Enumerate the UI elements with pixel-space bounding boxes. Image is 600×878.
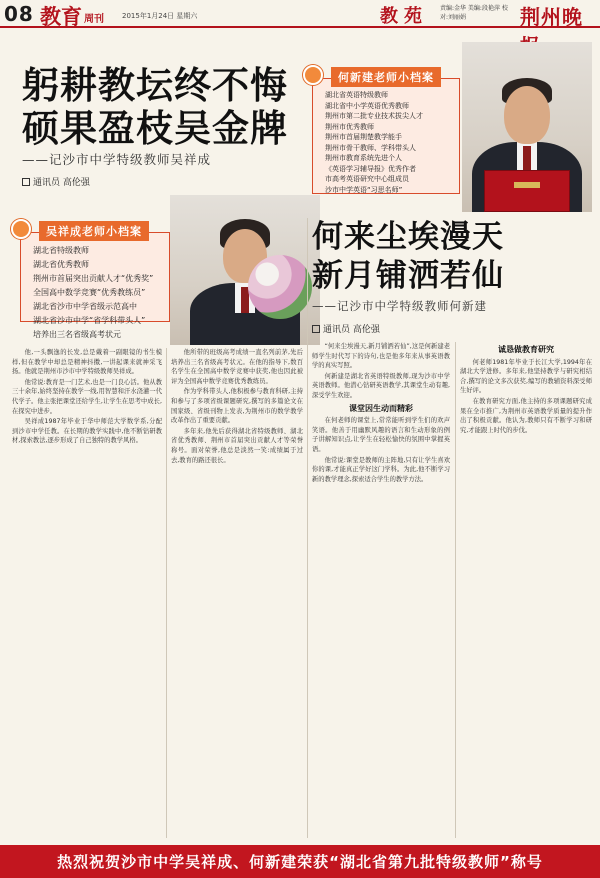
story1-paragraph: 他所带的班级高考成绩一直名列前茅,先后培养出三名省级高考状元。在他的指导下,数百名学生在全国高中数学竞赛中获奖,他也因此被评为全国高中数学竞赛优秀教练员。 bbox=[171, 349, 303, 385]
story2-paragraph: 在教育研究方面,他主持的多项课题研究成果在全市推广,为荆州市英语教学质量的提升作出了积极贡献。他认为,教师只有不断学习和研究,才能跟上时代的步伐。 bbox=[460, 397, 592, 434]
profile-item: 荆州市第二批专业技术拔尖人才 bbox=[325, 112, 423, 120]
wu-profile-list bbox=[33, 239, 159, 342]
profile-item: 市高考英语研究中心组成员 bbox=[325, 175, 409, 183]
profile-item: 荆州市教育系统先进个人 bbox=[325, 154, 402, 162]
editor-credits: 责编:金华 美编:段艳萍 校对:刘丽娟 bbox=[440, 5, 508, 21]
newspaper-logo: 荆州晚 bbox=[520, 5, 583, 29]
profile-item: 培养出三名省级高考状元 bbox=[33, 330, 121, 339]
profile-item: 荆州市优秀教师 bbox=[325, 122, 374, 131]
story2-section-head: 课堂因生动而精彩 bbox=[349, 403, 413, 413]
story2-paragraph: “何来尘埃漫天,新月铺洒若仙”,这是何新建老师学生时代写下的诗句,也是他多年来从事英语教学的真实写照。 bbox=[312, 343, 450, 370]
story1-byline-text: 通讯员 高伦强 bbox=[33, 178, 90, 188]
story2-paragraph: 在何老师的课堂上,常常能听到学生们的欢声笑语。他善于用幽默风趣的语言和生动形象的例子讲解知识点,让学生在轻松愉快的氛围中掌握英语。 bbox=[312, 417, 450, 453]
profile-item: 湖北省英语特级教师 bbox=[325, 91, 388, 99]
story2-byline bbox=[312, 322, 380, 335]
story1-byline bbox=[22, 175, 90, 188]
story2-paragraph: 他常说:课堂是教师的主阵地,只有让学生喜欢你的课,才能真正学好这门学科。为此,他不断学习新的教学理念,探索适合学生的教学方法。 bbox=[312, 456, 450, 483]
byline-square-icon bbox=[22, 178, 30, 186]
he-profile-list bbox=[325, 85, 449, 195]
column-divider bbox=[166, 348, 167, 838]
profile-item: 荆州市骨干教师、学科带头人 bbox=[325, 143, 416, 152]
column-divider bbox=[455, 342, 456, 838]
story1-subheadline: ——记沙市中学特级教师吴祥成 bbox=[22, 152, 212, 167]
he-profile-title: 何新建老师小档案 bbox=[331, 67, 441, 87]
byline-square-icon bbox=[312, 325, 320, 333]
story2-subheadline: ——记沙市中学特级教师何新建 bbox=[312, 299, 487, 313]
profile-item: 《英语学习辅导报》优秀作者 bbox=[325, 164, 416, 173]
story1-headline-line2: 硕果盈枝吴金牌 bbox=[22, 106, 288, 150]
wu-profile-title: 吴祥成老师小档案 bbox=[39, 221, 149, 241]
story2-headline bbox=[312, 218, 592, 296]
story2-headline-line1: 何来尘埃漫天 bbox=[312, 219, 504, 255]
weekly-label: 周刊 bbox=[84, 14, 104, 25]
wu-xiangcheng-photo bbox=[170, 195, 320, 345]
profile-item: 沙市中学英语“习思名师” bbox=[325, 185, 403, 194]
profile-badge-icon bbox=[11, 219, 31, 239]
section-name: 教育 bbox=[40, 5, 82, 29]
story2-body-col1 bbox=[312, 342, 450, 840]
column-divider bbox=[307, 218, 308, 838]
profile-item: 荆州市首届荆楚教学能手 bbox=[325, 133, 402, 141]
story1-paragraph: 作为学科带头人,他积极参与教育科研,主持和参与了多项省级课题研究,撰写的多篇论文在国家级、省级刊物上发表,为荆州市的数学教学改革作出了重要贡献。 bbox=[171, 388, 303, 425]
he-xinjian-photo bbox=[462, 42, 592, 212]
masthead bbox=[0, 0, 600, 28]
profile-item: 湖北省中小学英语优秀教师 bbox=[325, 101, 409, 110]
profile-item: 湖北省优秀教师 bbox=[33, 260, 89, 269]
profile-badge-icon bbox=[303, 65, 323, 85]
story1-body-col2 bbox=[171, 348, 303, 840]
profile-item: 湖北省特级教师 bbox=[33, 246, 89, 255]
story2-paragraph: 何新建是湖北省英语特级教师,现为沙市中学英语教师。他潜心钻研英语教学,其课堂生动有趣,深受学生欢迎。 bbox=[312, 372, 450, 399]
story1-headline bbox=[22, 64, 322, 150]
wu-xiangcheng-profile-box bbox=[20, 225, 170, 339]
story1-paragraph: 他,一头飘逸的长发,总是戴着一副眼镜的书生模样,但在教学中却总是精神抖擞,一讲起课来就神采飞扬。他就是荆州市沙市中学特级教师吴祥成。 bbox=[12, 349, 162, 376]
banner-text: 热烈祝贺沙市中学吴祥成、何新建荣获“湖北省第九批特级教师”称号 bbox=[57, 853, 543, 871]
profile-item: 湖北省沙市中学“省学科带头人” bbox=[33, 316, 146, 325]
page-number: 08 bbox=[4, 2, 34, 26]
congratulations-banner bbox=[0, 845, 600, 878]
story2-paragraph: 何老师1981年毕业于长江大学,1994年在湖北大学进修。多年来,他坚持教学与研究相结合,撰写的论文多次获奖,编写的教辅资料深受师生好评。 bbox=[460, 358, 592, 395]
profile-item: 湖北省沙市中学省级示范高中 bbox=[33, 302, 137, 311]
story2-section-head: 诚恳做教育研究 bbox=[498, 345, 554, 354]
story1-paragraph: 他常说:教育是一门艺术,也是一门良心活。他从教三十余年,始终坚持在教学一线,用智慧和汗水浇灌一代代学子。他主张把课堂还给学生,让学生在思考中成长,在探究中进步。 bbox=[12, 378, 162, 415]
story1-headline-line1: 躬耕教坛终不悔 bbox=[22, 63, 288, 107]
story2-byline-text: 通讯员 高伦强 bbox=[323, 325, 380, 335]
profile-item: 荆州市首届突出贡献人才“优秀奖” bbox=[33, 274, 154, 283]
story2-headline-line2: 新月铺洒若仙 bbox=[312, 258, 504, 294]
column-name: 教苑 bbox=[380, 6, 428, 27]
issue-date: 2015年1月24日 星期六 bbox=[122, 12, 198, 20]
profile-item: 全国高中数学竞赛“优秀教练员” bbox=[33, 288, 146, 297]
story1-paragraph: 多年来,他先后获得湖北省特级教师、湖北省优秀教师、荆州市首届突出贡献人才等荣誉称号。面对荣誉,他总是淡然一笑:成绩属于过去,教育的路还很长。 bbox=[171, 427, 303, 464]
he-xinjian-profile-box bbox=[312, 71, 460, 194]
story1-body-col1 bbox=[12, 348, 162, 840]
story2-body-col2 bbox=[460, 342, 592, 840]
story1-paragraph: 吴祥成1987年毕业于华中师范大学数学系,分配到沙市中学任教。在长期的教学实践中,他不断钻研教材,探索教法,逐步形成了自己独特的教学风格。 bbox=[12, 418, 162, 445]
